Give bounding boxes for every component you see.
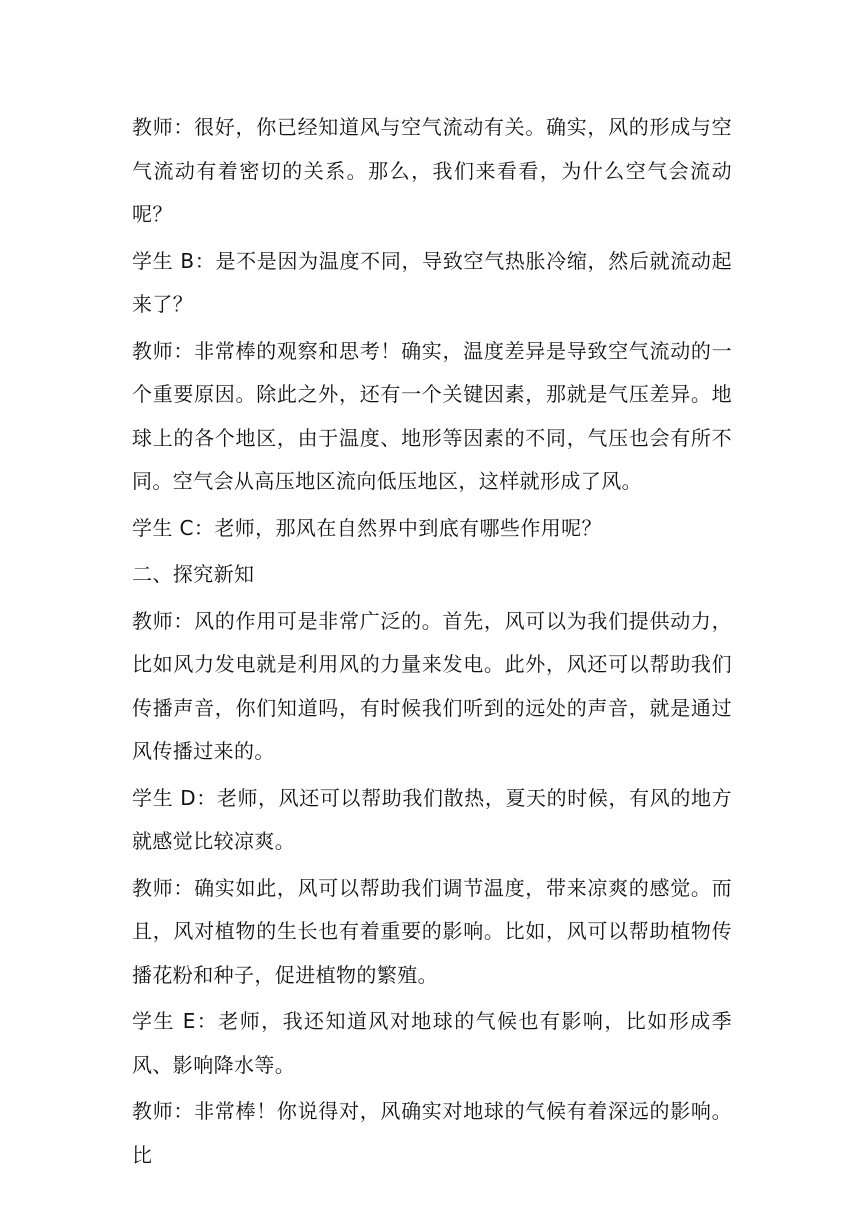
- paragraph-student-c: 学生 C：老师，那风在自然界中到底有哪些作用呢？: [132, 515, 602, 540]
- document-page: [132, 106, 732, 1180]
- section-heading: 二、探究新知: [132, 562, 255, 586]
- paragraph-student-e: 学生 E：老师，我还知道风对地球的气候也有影响，比如形成季风、影响降水等。: [132, 1009, 732, 1077]
- paragraph-student-d: 学生 D：老师，风还可以帮助我们散热，夏天的时候，有风的地方就感觉比较凉爽。: [132, 785, 732, 853]
- paragraph-teacher-5: 教师：非常棒！你说得对，风确实对地球的气候有着深远的影响。比: [132, 1099, 732, 1167]
- paragraph-teacher-2: 教师：非常棒的观察和思考！确实，温度差异是导致空气流动的一个重要原因。除此之外，还有一个关键因素，那就是气压差异。地球上的各个地区，由于温度、地形等因素的不同，气压也会有所不同。空气会从高压地区流向低压地区，这样就形成了风。: [132, 338, 732, 493]
- paragraph-teacher-4: 教师：确实如此，风可以帮助我们调节温度，带来凉爽的感觉。而且，风对植物的生长也有着重要的影响。比如，风可以帮助植物传播花粉和种子，促进植物的繁殖。: [132, 875, 732, 987]
- paragraph-teacher-1: 教师：很好，你已经知道风与空气流动有关。确实，风的形成与空气流动有着密切的关系。那么，我们来看看，为什么空气会流动呢？: [132, 115, 732, 226]
- paragraph-teacher-3: 教师：风的作用可是非常广泛的。首先，风可以为我们提供动力，比如风力发电就是利用风的力量来发电。此外，风还可以帮助我们传播声音，你们知道吗，有时候我们听到的远处的声音，就是通过风传播过来的。: [132, 608, 732, 763]
- paragraph-student-b: 学生 B：是不是因为温度不同，导致空气热胀冷缩，然后就流动起来了？: [132, 248, 732, 316]
